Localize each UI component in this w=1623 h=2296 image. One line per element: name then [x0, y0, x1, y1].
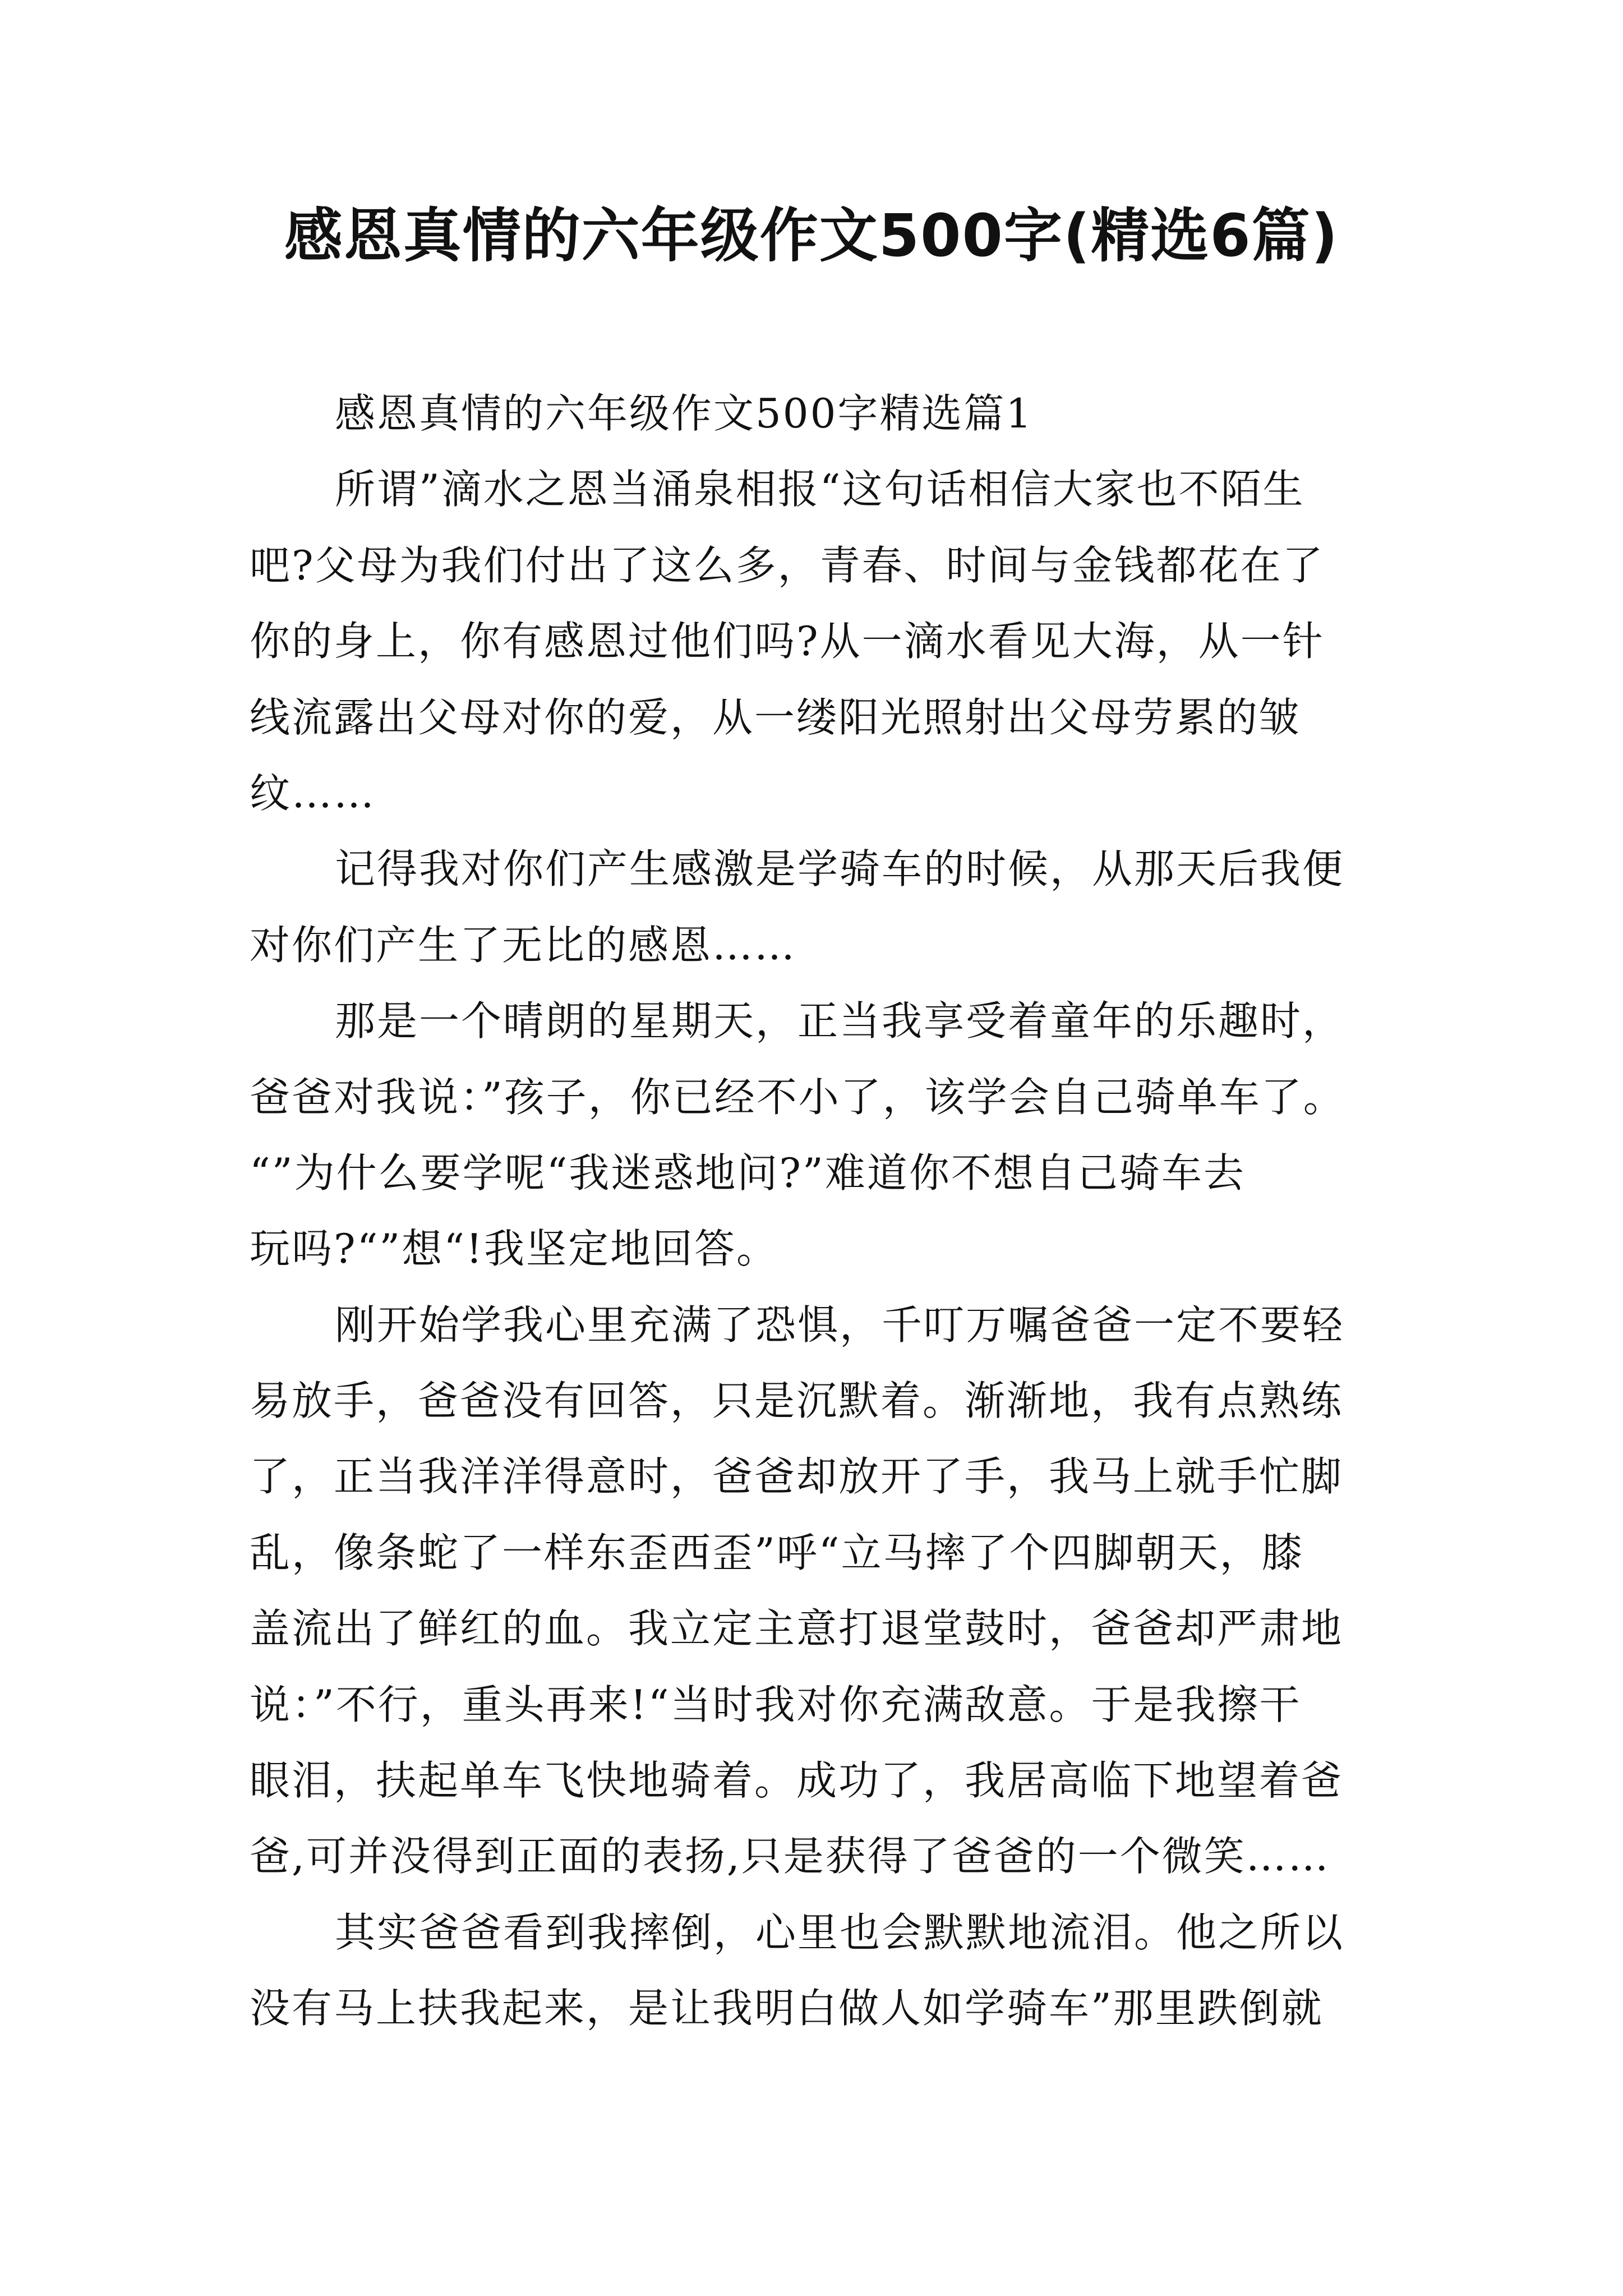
- paragraph-line: 线流露出父母对你的爱，从一缕阳光照射出父母劳累的皱: [250, 693, 1302, 741]
- paragraph-line: 没有马上扶我起来，是让我明白做人如学骑车”那里跌倒就: [250, 1985, 1324, 2032]
- paragraph-line: 爸爸对我说：”孩子，你已经不小了，该学会自己骑单车了。: [250, 1073, 1345, 1121]
- paragraph-line: 爸,可并没得到正面的表扬,只是获得了爸爸的一个微笑……: [250, 1833, 1330, 1880]
- paragraph-first-line: 记得我对你们产生感激是学骑车的时候，从那天后我便: [335, 845, 1345, 893]
- paragraph-line: 你的身上，你有感恩过他们吗?从一滴水看见大海，从一针: [250, 618, 1325, 665]
- paragraph-line: 盖流出了鲜红的血。我立定主意打退堂鼓时，爸爸却严肃地: [250, 1605, 1344, 1653]
- paragraph-line: 吧?父母为我们付出了这么多，青春、时间与金钱都花在了: [250, 541, 1325, 589]
- document-title: 感恩真情的六年级作文500字(精选6篇): [284, 201, 1339, 270]
- paragraph-first-line: 其实爸爸看到我摔倒，心里也会默默地流泪。他之所以: [335, 1908, 1345, 1956]
- paragraph-first-line: 那是一个晴朗的星期天，正当我享受着童年的乐趣时，: [335, 997, 1345, 1045]
- paragraph-line: “”为什么要学呢“我迷惑地问?”难道你不想自己骑车去: [250, 1149, 1246, 1197]
- paragraph-line: 了，正当我洋洋得意时，爸爸却放开了手，我马上就手忙脚: [250, 1453, 1344, 1501]
- document-body: [250, 376, 1388, 2047]
- paragraph-line: 纹……: [250, 769, 376, 817]
- paragraph-line: 眼泪，扶起单车飞快地骑着。成功了，我居高临下地望着爸: [250, 1757, 1344, 1805]
- paragraph-line: 玩吗?“”想“!我坚定地回答。: [250, 1225, 778, 1273]
- paragraph-first-line: 感恩真情的六年级作文500字精选篇1: [335, 390, 1034, 437]
- paragraph-first-line: 刚开始学我心里充满了恐惧，千叮万嘱爸爸一定不要轻: [335, 1301, 1345, 1349]
- paragraph-first-line: 所谓”滴水之恩当涌泉相报“这句话相信大家也不陌生: [335, 466, 1305, 513]
- paragraph-line: 易放手，爸爸没有回答，只是沉默着。渐渐地，我有点熟练: [250, 1377, 1344, 1425]
- paragraph-line: 对你们产生了无比的感恩……: [250, 921, 797, 969]
- paragraph-line: 乱，像条蛇了一样东歪西歪”呼“立马摔了个四脚朝天，膝: [250, 1529, 1304, 1576]
- paragraph-line: 说：”不行，重头再来!“当时我对你充满敌意。于是我擦干: [250, 1681, 1302, 1728]
